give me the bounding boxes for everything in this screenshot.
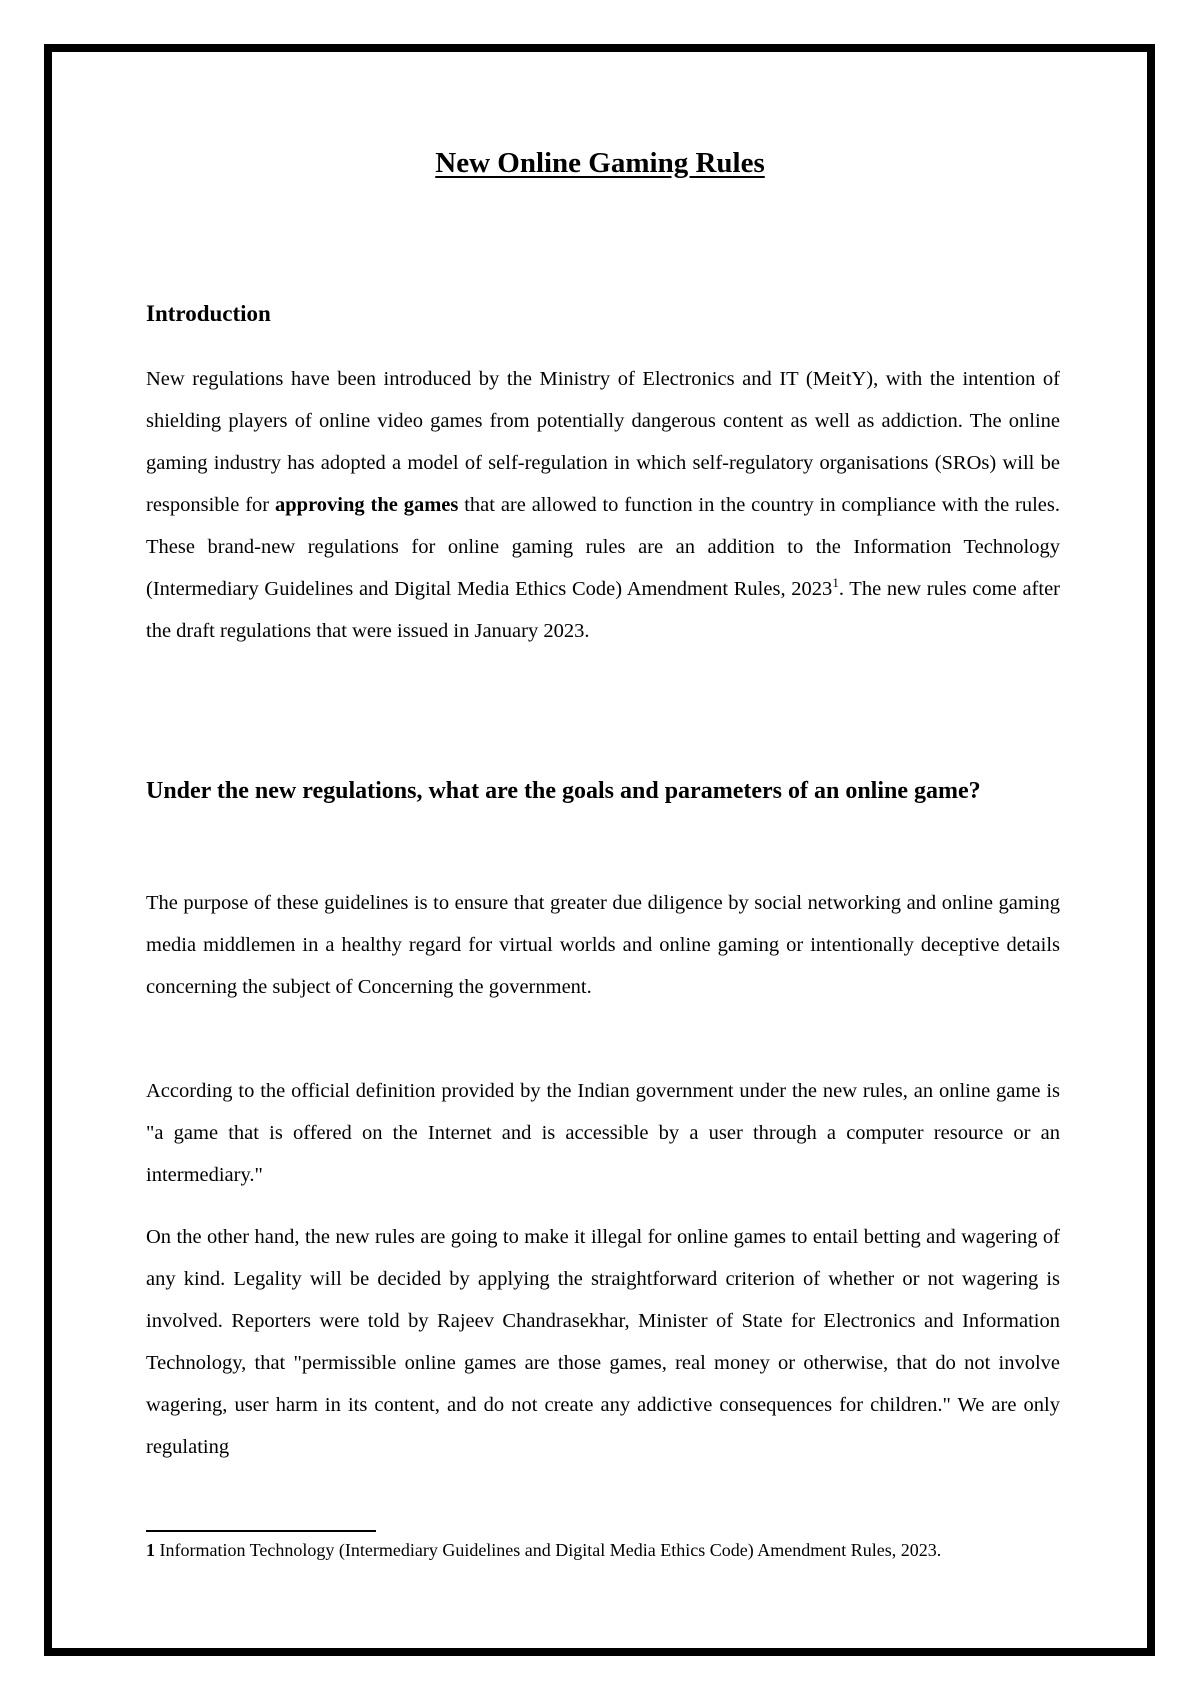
definition-paragraph: According to the official definition provided by the Indian government under the new rules, an online game is "a game that is offered on the Internet and is accessible by a user through a computer resource or an intermediary." xyxy=(146,1080,1060,1186)
intro-text-end: . The new rules come after the draft regulations that were issued in January 2023. xyxy=(146,578,1061,642)
intro-text-middle: that are allowed to function in the country in compliance with the rules. These brand-new regulations for online gaming rules are an addition to the Information Technology (Intermediary Guidelines and Digital Media Ethics Code) Amendment Rules, 2023 xyxy=(146,494,1061,600)
page-title: New Online Gaming Rules xyxy=(435,147,765,179)
section-heading-introduction: Introduction xyxy=(146,301,271,326)
footnote xyxy=(146,1537,941,1563)
footnote-text: Information Technology (Intermediary Guidelines and Digital Media Ethics Code) Amendment Rules, 2023. xyxy=(155,1540,942,1560)
intro-bold-text: approving the games xyxy=(275,494,459,516)
footnote-number: 1 xyxy=(146,1540,155,1560)
intro-text-start: New regulations have been introduced by the Ministry of Electronics and IT (MeitY), with the intention of shielding players of online video games from potentially dangerous content as well as addiction. The online gaming industry has adopted a model of self-regulation in which self-regulatory organisations (SROs) will be responsible for xyxy=(146,368,1060,516)
introduction-paragraph xyxy=(146,358,1060,652)
purpose-paragraph: The purpose of these guidelines is to ensure that greater due diligence by social networking and online gaming media middlemen in a healthy regard for virtual worlds and online gaming or intentionally deceptive details concerning the subject of Concerning the government. xyxy=(146,892,1060,998)
footnote-reference[interactable]: 1 xyxy=(832,575,839,590)
wagering-paragraph: On the other hand, the new rules are going to make it illegal for online games to entail betting and wagering of any kind. Legality will be decided by applying the straightforward criterion of whether or not wagering is involved. Reporters were told by Rajeev Chandrasekhar, Minister of State for Electronics and Information Technology, that "permissible online games are those games, real money or otherwise, that do not involve wagering, user harm in its content, and do not create any addictive consequences for children." We are only regulating xyxy=(146,1226,1060,1458)
footnote-separator xyxy=(146,1530,376,1532)
section-heading-goals: Under the new regulations, what are the goals and parameters of an online game? xyxy=(146,778,981,804)
